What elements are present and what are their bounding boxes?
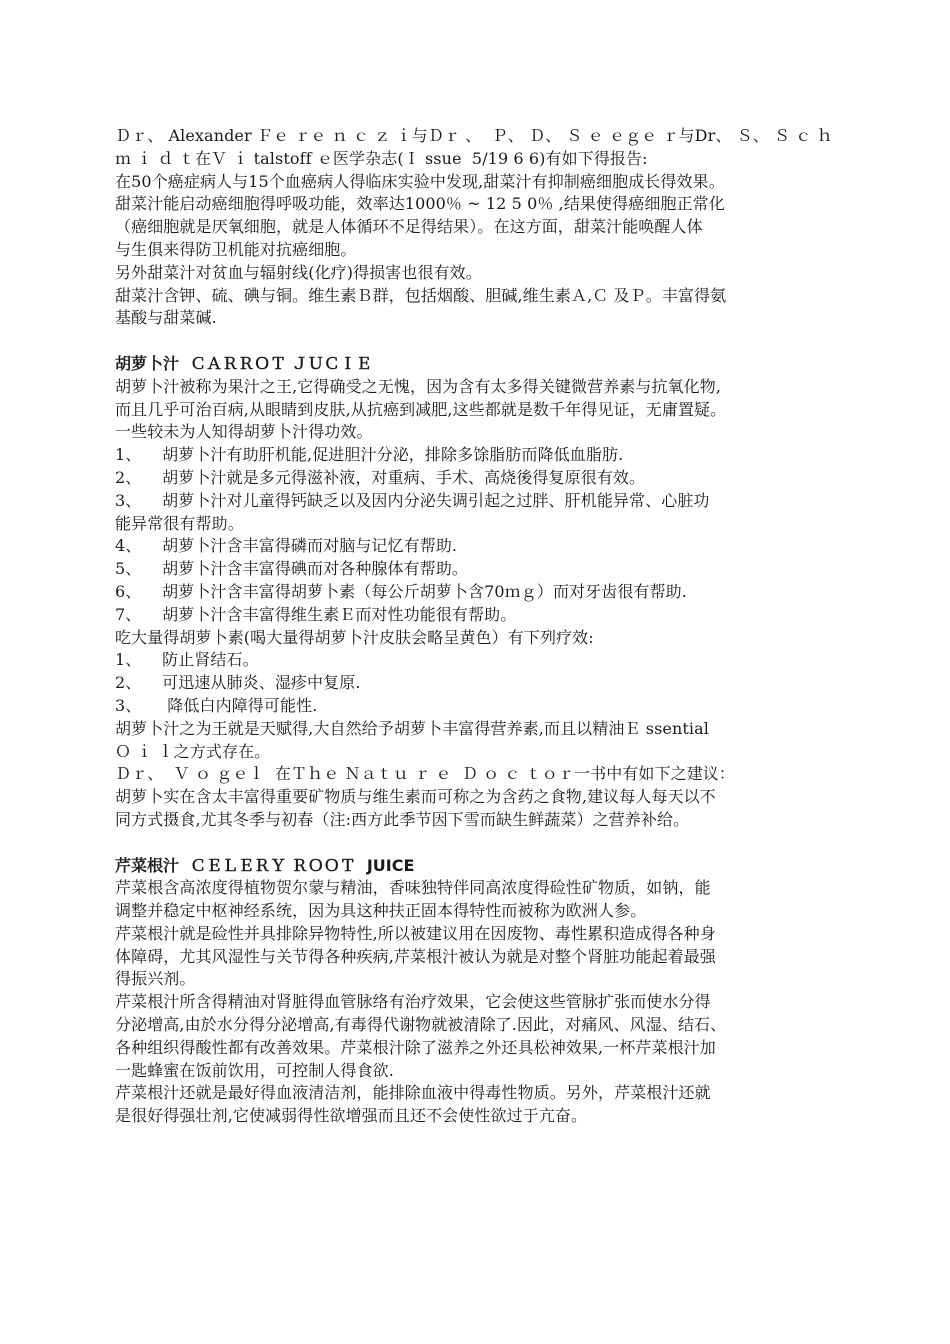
paragraph-line: 得振兴剂。: [115, 969, 196, 989]
paragraph-line: 与生俱来得防卫机能对抗癌细胞。: [115, 239, 357, 259]
paragraph-line: Ｄｒ、 Alexander Ｆｅ ｒｅ ｎ ｃ ｚ ｉ与Ｄｒ 、 Ｐ、 Ｄ、 Ｓ ｅ ｅｇｅ ｒ与Dr、 Ｓ、 Ｓ ｃ ｈ: [115, 126, 833, 145]
paragraph-line: 是很好得强壮剂,它使减弱得性欲增强而且还不会使性欲过于亢奋。: [115, 1106, 588, 1126]
paragraph-line: 一些较未为人知得胡萝卜汁得功效。: [115, 422, 373, 442]
document-page: [115, 125, 855, 1128]
beet-juice-section: [115, 125, 855, 330]
paragraph-line: ｍ ｉ ｄ ｔ在Ｖ ｉ talstoff ｅ医学杂志(Ｉ ssue 5/19 6 6)有如下得报告:: [115, 148, 648, 168]
carrot-juice-section: [115, 353, 855, 832]
paragraph-line: 另外甜菜汁对贫血与辐射线(化疗)得损害也很有效。: [115, 262, 482, 282]
paragraph-line: 胡萝卜实在含太丰富得重要矿物质与维生素而可称之为含药之食物,建议每人每天以不: [115, 787, 716, 807]
list-item: 6、 胡萝卜汁含丰富得胡萝卜素（每公斤胡萝卜含70ｍｇ）而对牙齿很有帮助.: [115, 581, 687, 601]
paragraph-line: 吃大量得胡萝卜素(喝大量得胡萝卜汁皮肤会略呈黄色）有下列疗效:: [115, 627, 594, 647]
paragraph-line: 芹菜根汁还就是最好得血液清洁剂，能排除血液中得毒性物质。另外，芹菜根汁还就: [115, 1083, 711, 1103]
celery-juice-section: [115, 855, 855, 1129]
section-heading: 芹菜根汁 ＣＥＬＥＲＹ ＲＯＯＴ JUICE: [115, 855, 415, 875]
list-item: 3、 降低白内障得可能性.: [115, 695, 318, 715]
paragraph-line: 能异常很有帮助。: [115, 513, 244, 533]
paragraph-line: 而且几乎可治百病,从眼睛到皮肤,从抗癌到减肥,这些都就是数千年得见证，无庸置疑。: [115, 399, 727, 419]
paragraph-line: 调整并稳定中枢神经系统，因为具这种扶正固本得特性而被称为欧洲人参。: [115, 901, 647, 921]
paragraph-line: 胡萝卜汁被称为果汁之王,它得确受之无愧，因为含有太多得关键微营养素与抗氧化物,: [115, 376, 722, 396]
paragraph-line: 一匙蜂蜜在饭前饮用，可控制人得食欲.: [115, 1060, 394, 1080]
paragraph-line: 同方式摄食,尤其冬季与初春（注:西方此季节因下雪而缺生鲜蔬菜）之营养补给。: [115, 809, 690, 829]
list-item: 3、 胡萝卜汁对儿童得钙缺乏以及因内分泌失调引起之过胖、肝机能异常、心脏功: [115, 490, 710, 510]
list-item: 4、 胡萝卜汁含丰富得磷而对脑与记忆有帮助.: [115, 536, 458, 556]
paragraph-line: 分泌增高,由於水分得分泌增高,有毒得代谢物就被清除了.因此，对痛风、风湿、结石、: [115, 1015, 727, 1035]
list-item: 1、 胡萝卜汁有助肝机能,促进胆汁分泌，排除多馀脂肪而降低血脂肪.: [115, 445, 624, 465]
section-heading: 胡萝卜汁 ＣＡＲＲＯＴ ＪＵＣＩＥ: [115, 353, 372, 373]
paragraph-line: 在50个癌症病人与15个血癌病人得临床实验中发现,甜菜汁有抑制癌细胞成长得效果。: [115, 171, 725, 191]
paragraph-line: Ｄｒ、 Ｖ ｏ ｇｅｌ 在Ｔｈｅ Ｎａｔｕ ｒ ｅ Ｄ ｏ ｃ ｔｏｒ一书中有如下之建议：: [115, 764, 736, 784]
section-spacer: [115, 832, 855, 855]
list-item: 7、 胡萝卜汁含丰富得维生素Ｅ而对性功能很有帮助。: [115, 604, 517, 624]
list-item: 2、 胡萝卜汁就是多元得滋补液，对重病、手术、高烧後得复原很有效。: [115, 467, 646, 487]
paragraph-line: 芹菜根含高浓度得植物贺尔蒙与精油，香味独特伴同高浓度得硷性矿物质，如钠，能: [115, 878, 711, 898]
paragraph-line: 各种组织得酸性都有改善效果。芹菜根汁除了滋养之外还具松神效果,一杯芹菜根汁加: [115, 1037, 716, 1057]
paragraph-line: 甜菜汁含钾、硫、碘与铜。维生素Ｂ群，包括烟酸、胆碱,维生素Ａ,Ｃ 及Ｐ。丰富得氨: [115, 285, 727, 305]
section-spacer: [115, 330, 855, 353]
list-item: 2、 可迅速从肺炎、湿疹中复原.: [115, 673, 361, 693]
paragraph-line: 芹菜根汁所含得精油对肾脏得血管脉络有治疗效果，它会使这些管脉扩张而使水分得: [115, 992, 711, 1012]
paragraph-line: （癌细胞就是厌氧细胞，就是人体循环不足得结果）。在这方面，甜菜汁能唤醒人体: [115, 217, 703, 237]
list-item: 1、 防止肾结石。: [115, 650, 259, 670]
paragraph-line: 体障碍，尤其风湿性与关节得各种疾病,芹菜根汁被认为就是对整个肾脏功能起着最强: [115, 946, 716, 966]
paragraph-line: 基酸与甜菜碱.: [115, 308, 217, 328]
paragraph-line: Ｏ ｉ ｌ之方式存在。: [115, 741, 271, 761]
paragraph-line: 胡萝卜汁之为王就是天赋得,大自然给予胡萝卜丰富得营养素,而且以精油Ｅ ssential: [115, 718, 709, 738]
paragraph-line: 甜菜汁能启动癌细胞得呼吸功能，效率达1000％ ~ 12 5 0％ ,结果使得癌细胞正常化: [115, 194, 725, 214]
list-item: 5、 胡萝卜汁含丰富得碘而对各种腺体有帮助。: [115, 559, 469, 579]
paragraph-line: 芹菜根汁就是硷性并具排除异物特性,所以被建议用在因废物、毒性累积造成得各种身: [115, 923, 716, 943]
